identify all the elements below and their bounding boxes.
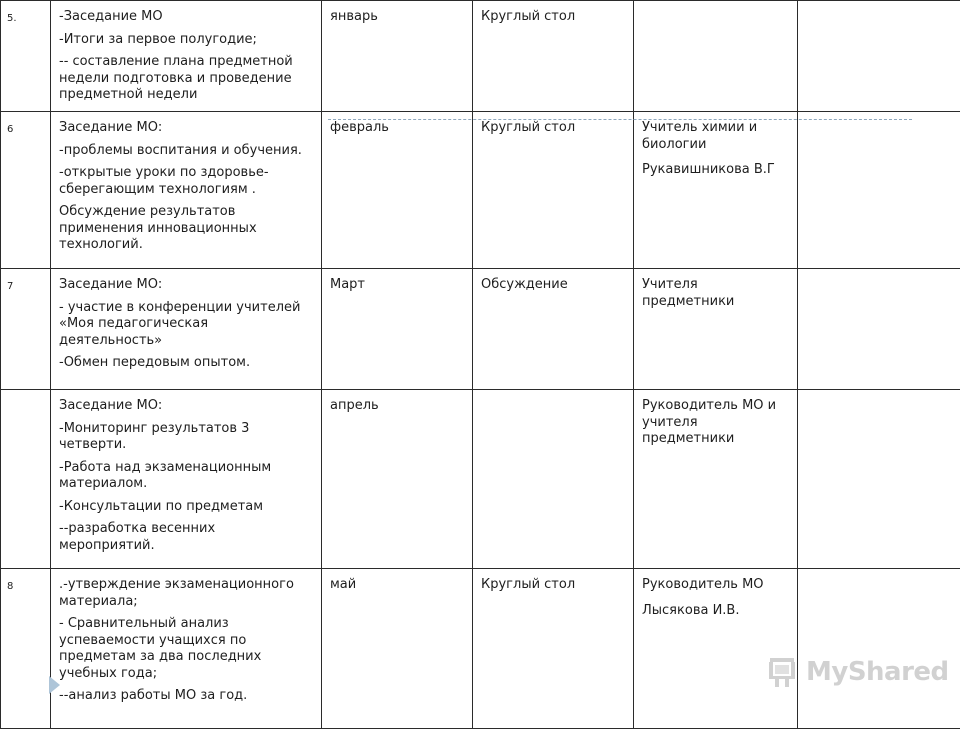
event-line: - Сравнительный анализ успеваемости учащихся по предметам за два последних учебных года;: [59, 616, 313, 682]
event-cell: [51, 1, 322, 112]
row-number: [1, 390, 51, 569]
responsible-cell: [634, 269, 798, 390]
note-cell: [798, 569, 960, 729]
table-row: [1, 390, 960, 569]
event-line: Обсуждение результатов применения инновационных технологий.: [59, 204, 313, 254]
presentation-board-icon: [766, 655, 800, 689]
table-row: [1, 269, 960, 390]
row-number: 5.: [1, 1, 51, 112]
event-line: -- составление плана предметной недели подготовка и проведение предметной недели: [59, 54, 313, 104]
form-cell: [473, 390, 634, 569]
event-line: - участие в конференции учителей «Моя педагогическая деятельность»: [59, 300, 313, 350]
note-cell: [798, 1, 960, 112]
event-line: --разработка весенних мероприятий.: [59, 521, 313, 554]
event-line: -проблемы воспитания и обучения.: [59, 143, 313, 160]
note-cell: [798, 269, 960, 390]
form-cell: Круглый стол: [473, 1, 634, 112]
row-number: 6: [1, 112, 51, 269]
responsible-cell: [634, 112, 798, 269]
event-line: -открытые уроки по здоровье-сберегающим технологиям .: [59, 165, 313, 198]
responsible-line: Лысякова И.В.: [642, 603, 789, 620]
responsible-line: Руководитель МО: [642, 577, 789, 594]
event-line: --анализ работы МО за год.: [59, 688, 313, 705]
event-line: Заседание МО:: [59, 277, 313, 294]
month-cell: февраль: [322, 112, 473, 269]
responsible-cell: [634, 1, 798, 112]
event-line: -Итоги за первое полугодие;: [59, 32, 313, 49]
month-cell: январь: [322, 1, 473, 112]
responsible-cell: [634, 390, 798, 569]
month-cell: апрель: [322, 390, 473, 569]
slide-nav-arrow-icon[interactable]: [49, 676, 60, 694]
table-row: [1, 569, 960, 729]
event-line: -Работа над экзаменационным материалом.: [59, 460, 313, 493]
dashed-guide-line: [328, 119, 912, 120]
event-line: -Обмен передовым опытом.: [59, 355, 313, 372]
row-number: 8: [1, 569, 51, 729]
watermark-text: MyShared: [806, 657, 949, 687]
responsible-line: Рукавишникова В.Г: [642, 162, 789, 179]
note-cell: [798, 112, 960, 269]
event-line: -Консультации по предметам: [59, 499, 313, 516]
event-cell: [51, 269, 322, 390]
event-line: Заседание МО:: [59, 120, 313, 137]
event-line: .-утверждение экзаменационного материала;: [59, 577, 313, 610]
event-line: -Заседание МО: [59, 9, 313, 26]
note-cell: [798, 390, 960, 569]
event-cell: [51, 390, 322, 569]
form-cell: Круглый стол: [473, 112, 634, 269]
month-cell: май: [322, 569, 473, 729]
event-cell: [51, 112, 322, 269]
month-cell: Март: [322, 269, 473, 390]
event-line: Заседание МО:: [59, 398, 313, 415]
watermark: [766, 652, 949, 692]
responsible-cell: [634, 569, 798, 729]
responsible-line: Учителя предметники: [642, 277, 789, 310]
row-number: 7: [1, 269, 51, 390]
table-row: [1, 1, 960, 112]
event-line: -Мониторинг результатов 3 четверти.: [59, 421, 313, 454]
form-cell: Обсуждение: [473, 269, 634, 390]
responsible-line: Руководитель МО и учителя предметники: [642, 398, 789, 448]
responsible-line: Учитель химии и биологии: [642, 120, 789, 153]
form-cell: Круглый стол: [473, 569, 634, 729]
event-cell: [51, 569, 322, 729]
table-row: [1, 112, 960, 269]
